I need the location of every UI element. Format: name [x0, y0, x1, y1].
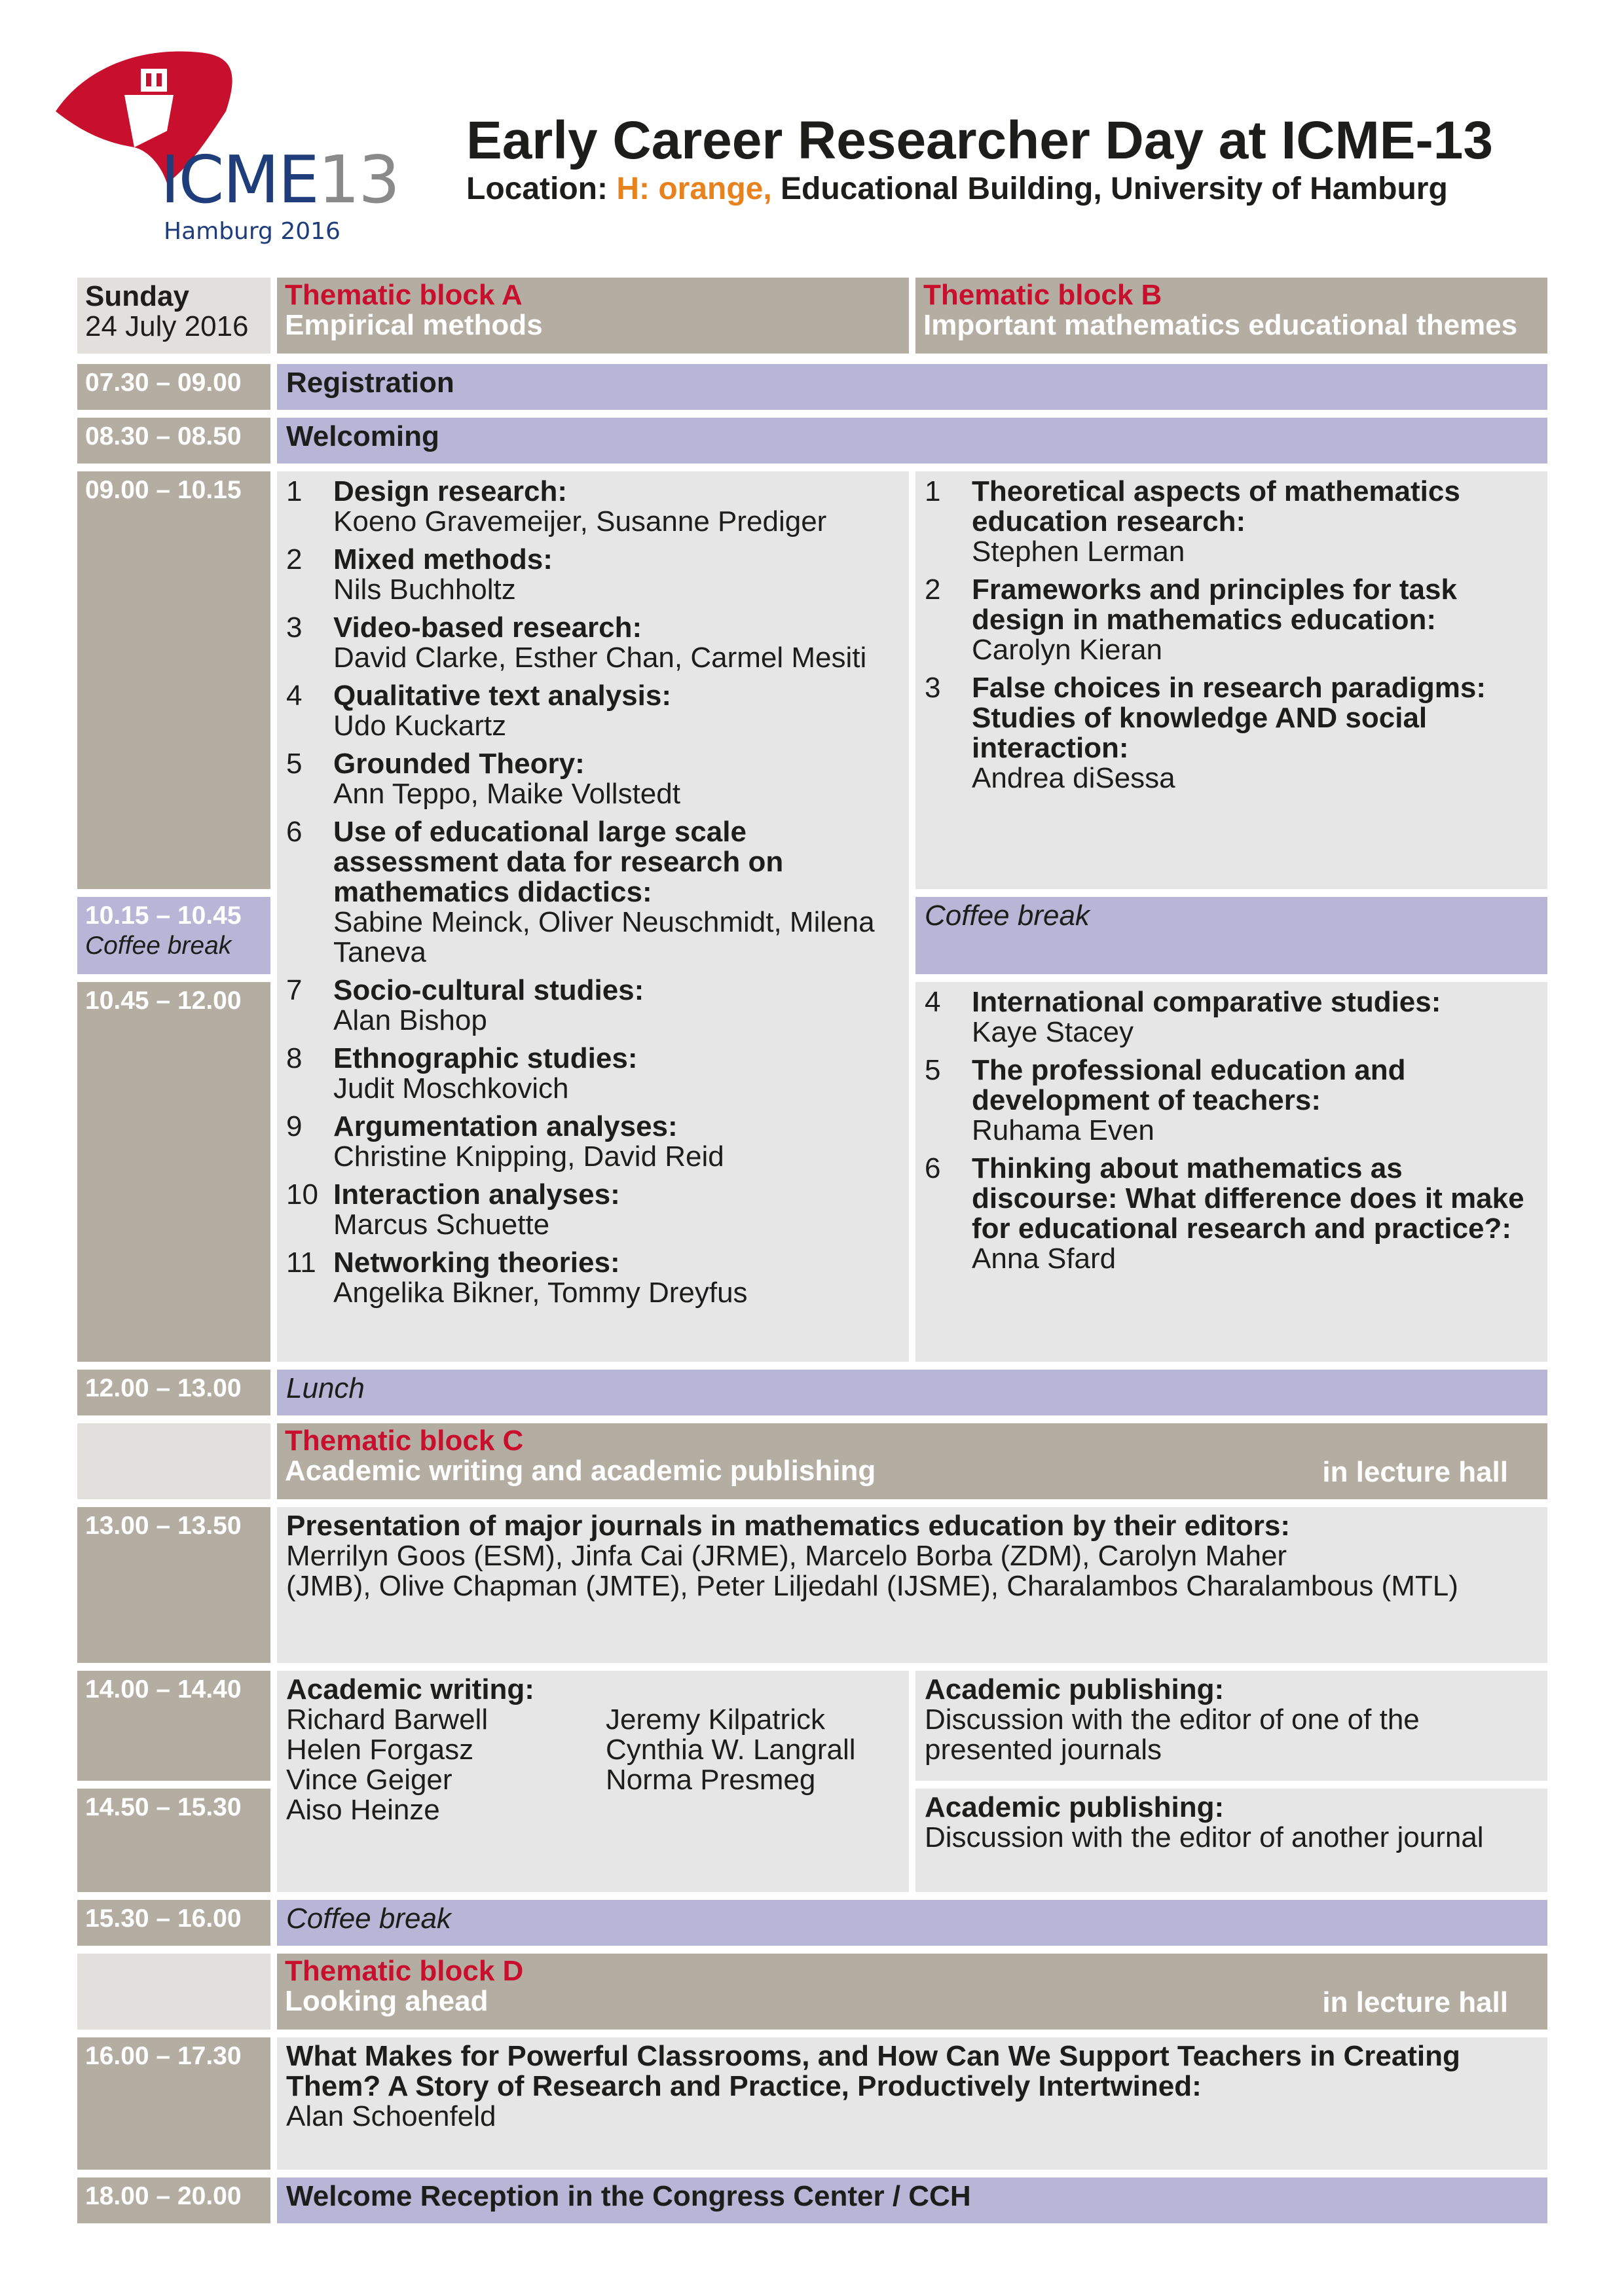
list-item [286, 613, 902, 673]
item-title: Theoretical aspects of mathematics education research: [972, 475, 1460, 538]
item-title: False choices in research paradigms: Studies of knowledge AND social interaction: [972, 672, 1486, 764]
lunch-label: Lunch [277, 1370, 1547, 1415]
keynote-title: What Makes for Powerful Classrooms, and How Can We Support Teachers in Creating Them? A Story of Research and Practice, Productively Intertwined: [286, 2040, 1460, 2102]
item-names: Andrea diSessa [972, 762, 1175, 794]
item-title: Socio-cultural studies: [333, 974, 644, 1006]
item-number: 5 [925, 1054, 941, 1086]
list-item [286, 1044, 902, 1104]
item-number: 3 [925, 672, 941, 704]
item-names: Koeno Gravemeijer, Susanne Prediger [333, 505, 827, 538]
block-c-spacer [77, 1423, 270, 1499]
writing-name: Helen Forgasz [286, 1734, 474, 1766]
writing-name: Aiso Heinze [286, 1794, 440, 1826]
item-title: Mixed methods: [333, 543, 553, 575]
list-item [286, 749, 902, 809]
block-b-subtitle: Important mathematics educational themes [923, 309, 1518, 341]
registration-label: Registration [277, 364, 1547, 410]
list-item [286, 1248, 902, 1308]
coffee2-time: 15.30 – 16.00 [77, 1900, 270, 1946]
writing-name: Richard Barwell [286, 1704, 489, 1736]
item-names: Angelika Bikner, Tommy Dreyfus [333, 1277, 748, 1309]
coffee1-label: Coffee break [85, 932, 232, 960]
item-title: Design research: [333, 475, 568, 507]
session1-time: 09.00 – 10.15 [77, 471, 270, 889]
block-a-list [277, 471, 909, 1362]
item-names: Anna Sfard [972, 1243, 1116, 1275]
item-names: Christine Knipping, David Reid [333, 1140, 724, 1173]
publishing1-text: Discussion with the editor of one of the presented journals [925, 1704, 1420, 1766]
item-title: The professional education and development of teachers: [972, 1054, 1406, 1116]
item-title: Qualitative text analysis: [333, 680, 671, 712]
item-number: 6 [286, 816, 303, 848]
day-weekday: Sunday [85, 280, 189, 312]
journals-title: Presentation of major journals in mathematics education by their editors: [286, 1510, 1290, 1542]
writing-title: Academic writing: [286, 1673, 534, 1705]
item-names: Alan Bishop [333, 1004, 487, 1036]
location-rest: Educational Building, University of Hamburg [781, 172, 1448, 206]
item-title: Interaction analyses: [333, 1178, 620, 1211]
location-line [466, 170, 1593, 208]
item-names: Carolyn Kieran [972, 634, 1163, 666]
block-d-venue: in lecture hall [1322, 1986, 1508, 2018]
block-c-label: Thematic block C [285, 1425, 524, 1457]
item-names: Nils Buchholtz [333, 574, 516, 606]
block-c-venue: in lecture hall [1322, 1456, 1508, 1488]
day-cell [77, 278, 270, 354]
block-b-list-2 [915, 982, 1547, 1362]
item-number: 5 [286, 748, 303, 780]
page-title: Early Career Researcher Day at ICME-13 [466, 111, 1493, 170]
journals-time: 13.00 – 13.50 [77, 1507, 270, 1663]
block-d-spacer [77, 1954, 270, 2030]
writing-name: Jeremy Kilpatrick [606, 1704, 825, 1736]
item-number: 7 [286, 974, 303, 1006]
coffee2-label: Coffee break [277, 1900, 1547, 1946]
item-title: Argumentation analyses: [333, 1110, 678, 1142]
lunch-time: 12.00 – 13.00 [77, 1370, 270, 1415]
block-d-label: Thematic block D [285, 1955, 524, 1987]
item-number: 3 [286, 611, 303, 644]
journals-line1: Merrilyn Goos (ESM), Jinfa Cai (JRME), Marcelo Borba (ZDM), Carolyn Maher [286, 1540, 1287, 1572]
logo-name: ICME [160, 141, 318, 218]
item-number: 4 [925, 986, 941, 1018]
item-title: Use of educational large scale assessment data for research on mathematics didactics: [333, 816, 784, 908]
block-a-subtitle: Empirical methods [285, 309, 543, 341]
item-number: 1 [286, 475, 303, 507]
item-number: 6 [925, 1152, 941, 1184]
logo-place: Hamburg 2016 [164, 218, 341, 245]
list-item [925, 1055, 1541, 1146]
icme13-logo [36, 33, 403, 249]
item-number: 9 [286, 1110, 303, 1142]
location-room: H: orange, [616, 172, 772, 206]
publishing2-text: Discussion with the editor of another journal [925, 1821, 1484, 1853]
block-b-header [915, 278, 1547, 354]
item-names: Stephen Lerman [972, 536, 1185, 568]
block-b-list-1 [915, 471, 1547, 889]
list-item [286, 545, 902, 605]
journals-line2: (JMB), Olive Chapman (JMTE), Peter Liljedahl (IJSME), Charalambos Charalambous (MTL) [286, 1570, 1458, 1602]
publishing1-title: Academic publishing: [925, 1673, 1225, 1705]
item-title: Ethnographic studies: [333, 1042, 638, 1074]
item-names: Judit Moschkovich [333, 1072, 569, 1104]
item-names: Udo Kuckartz [333, 710, 507, 742]
item-names: Kaye Stacey [972, 1016, 1134, 1048]
block-c-subtitle: Academic writing and academic publishing [285, 1455, 876, 1487]
item-title: Networking theories: [333, 1247, 620, 1279]
writing-name: Norma Presmeg [606, 1764, 816, 1796]
keynote-time: 16.00 – 17.30 [77, 2037, 270, 2170]
list-item [286, 1112, 902, 1172]
keynote-speaker: Alan Schoenfeld [286, 2100, 496, 2132]
block-b-label: Thematic block B [923, 279, 1162, 311]
item-title: Thinking about mathematics as discourse: What difference does it make for educational research and practice?: [972, 1152, 1524, 1245]
writing-cell [277, 1671, 909, 1892]
block-a-header [277, 278, 909, 354]
coffee1-right: Coffee break [915, 897, 1547, 974]
list-item [286, 1180, 902, 1240]
writing-time2: 14.50 – 15.30 [77, 1789, 270, 1892]
registration-time: 07.30 – 09.00 [77, 364, 270, 410]
writing-time1: 14.00 – 14.40 [77, 1671, 270, 1781]
list-item [925, 673, 1541, 793]
block-d-header [277, 1954, 1547, 2030]
item-number: 10 [286, 1178, 318, 1211]
item-names: Marcus Schuette [333, 1209, 550, 1241]
list-item [286, 477, 902, 537]
list-item [286, 817, 902, 968]
block-d-subtitle: Looking ahead [285, 1985, 489, 2017]
item-title: Video-based research: [333, 611, 642, 644]
day-date: 24 July 2016 [85, 310, 249, 342]
session2-time: 10.45 – 12.00 [77, 982, 270, 1362]
reception-time: 18.00 – 20.00 [77, 2178, 270, 2223]
keynote-cell [277, 2037, 1547, 2170]
item-title: Frameworks and principles for task design in mathematics education: [972, 574, 1457, 636]
list-item [925, 987, 1541, 1048]
list-item [925, 575, 1541, 665]
coffee1-time-cell [77, 897, 270, 974]
item-names: Ann Teppo, Maike Vollstedt [333, 778, 680, 810]
welcoming-label: Welcoming [277, 418, 1547, 464]
journals-cell [277, 1507, 1547, 1663]
list-item [286, 681, 902, 741]
reception-label: Welcome Reception in the Congress Center / CCH [277, 2178, 1547, 2223]
item-number: 1 [925, 475, 941, 507]
item-title: International comparative studies: [972, 986, 1441, 1018]
writing-name: Vince Geiger [286, 1764, 452, 1796]
block-a-label: Thematic block A [285, 279, 523, 311]
item-number: 2 [925, 574, 941, 606]
item-number: 8 [286, 1042, 303, 1074]
item-names: David Clarke, Esther Chan, Carmel Mesiti [333, 642, 867, 674]
list-item [925, 477, 1541, 567]
item-number: 11 [286, 1247, 316, 1279]
coffee1-time: 10.15 – 10.45 [85, 902, 242, 930]
logo-number: 13 [318, 141, 399, 218]
list-item [925, 1154, 1541, 1274]
location-label: Location: [466, 172, 608, 206]
block-c-header [277, 1423, 1547, 1499]
welcoming-time: 08.30 – 08.50 [77, 418, 270, 464]
list-item [286, 975, 902, 1036]
item-number: 4 [286, 680, 303, 712]
item-number: 2 [286, 543, 303, 575]
item-names: Ruhama Even [972, 1114, 1154, 1146]
publishing2-cell [915, 1789, 1547, 1892]
publishing2-title: Academic publishing: [925, 1791, 1225, 1823]
item-names: Sabine Meinck, Oliver Neuschmidt, Milena Taneva [333, 906, 875, 968]
item-title: Grounded Theory: [333, 748, 585, 780]
publishing1-cell [915, 1671, 1547, 1781]
writing-name: Cynthia W. Langrall [606, 1734, 856, 1766]
